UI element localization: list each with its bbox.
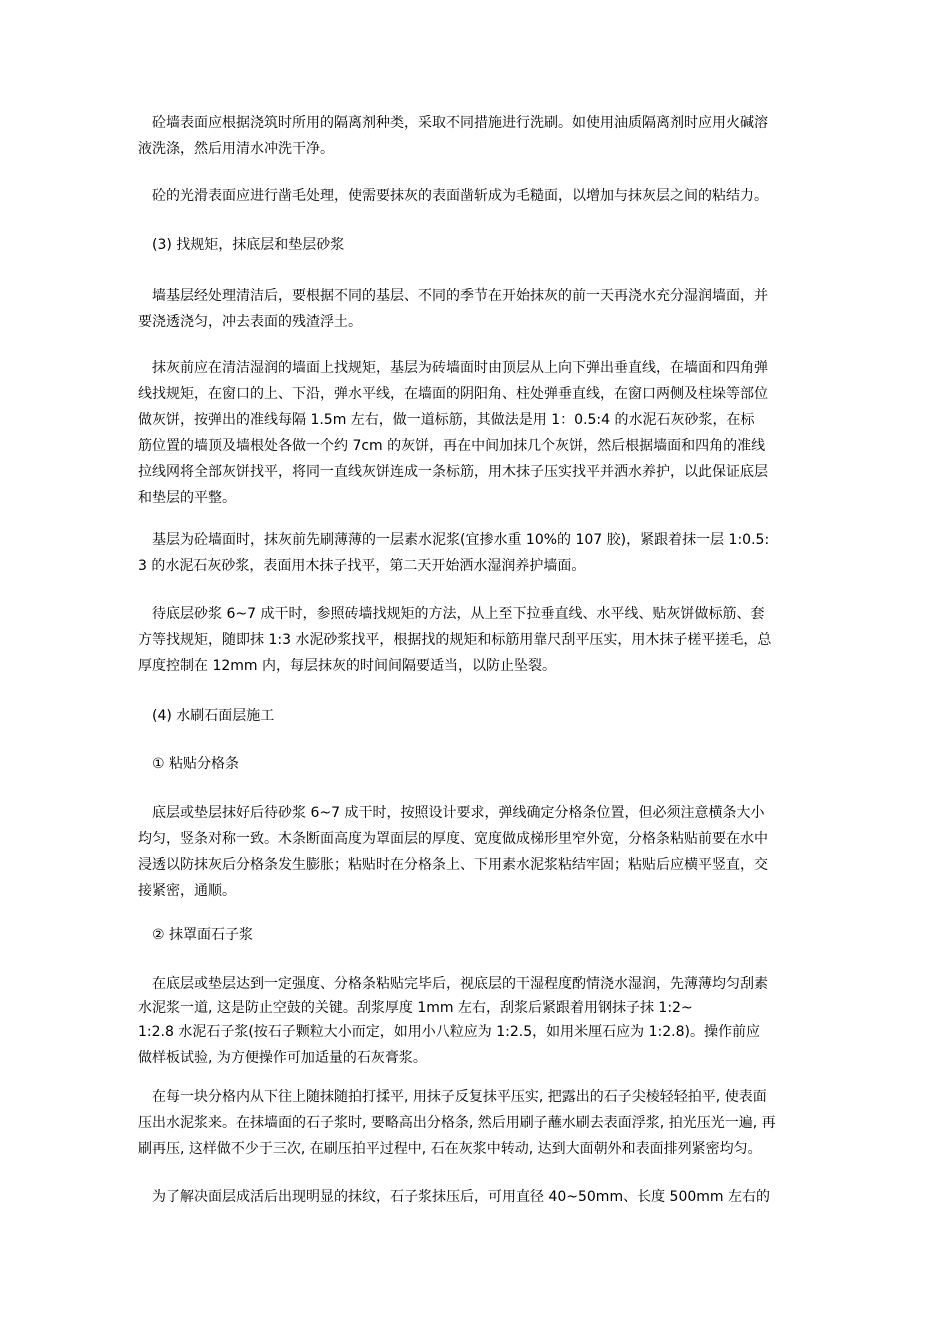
paragraph-trowel-marks [138, 1184, 813, 1210]
text-line: 厚度控制在 12mm 内，每层抹灰的时间间隔要适当，以防止坠裂。 [138, 658, 556, 674]
subsection-heading-2: ② 抹罩面石子浆 [152, 927, 254, 943]
text-line: 接紧密，通顺。 [138, 883, 236, 899]
text-line: 要浇透浇匀，冲去表面的残渣浮土。 [138, 314, 362, 330]
paragraph-concrete-base [138, 527, 813, 579]
text-line: 基层为砼墙面时，抹灰前先刷薄薄的一层素水泥浆(宜掺水重 10%的 107 胶)，紧跟着抹一层 1:0.5: [152, 532, 770, 548]
paragraph-pressing-process [138, 1084, 813, 1162]
text-line: 均匀，竖条对称一致。木条断面高度为罩面层的厚度、宽度做成梯形里窄外宽，分格条粘贴前要在水中 [138, 831, 768, 847]
paragraph-stone-slurry [138, 971, 813, 1071]
text-line: 拉线网将全部灰饼找平，将同一直线灰饼连成一条标筋，用木抹子压实找平并洒水养护，以此保证底层 [138, 464, 768, 480]
text-line: 压出水泥浆来。在抹墙面的石子浆时, 要略高出分格条, 然后用刷子蘸水刷去表面浮浆, 拍光压光一遍, 再 [138, 1115, 776, 1131]
text-line: 在底层或垫层达到一定强度、分格条粘贴完毕后，视底层的干湿程度酌情浇水湿润，先薄薄均匀刮素 [152, 976, 768, 992]
text-line: 做灰饼，按弹出的准线每隔 1.5m 左右，做一道标筋，其做法是用 1：0.5:4 的水泥石灰砂浆，在标 [138, 412, 755, 428]
paragraph-leveling-rules [138, 355, 813, 511]
paragraph-divider-strips [138, 800, 813, 904]
paragraph-wall-cleaning [138, 110, 813, 162]
text-line: 水泥浆一道, 这是防止空鼓的关键。刮浆厚度 1mm 左右，刮浆后紧跟着用钢抹子抹 1:2~ [138, 1000, 693, 1016]
paragraph-surface-roughening [138, 183, 813, 209]
text-line: 待底层砂浆 6~7 成干时，参照砖墙找规矩的方法，从上至下拉垂直线、水平线、贴灰饼做标筋、套 [152, 606, 765, 622]
text-line: 墙基层经处理清洁后，要根据不同的基层、不同的季节在开始抹灰的前一天再浇水充分湿润墙面，并 [152, 288, 768, 304]
text-line: 线找规矩，在窗口的上、下沿，弹水平线，在墙面的阴阳角、柱处弹垂直线，在窗口两侧及柱垛等部位 [138, 386, 768, 402]
text-line: 砼的光滑表面应进行凿毛处理，使需要抹灰的表面凿斩成为毛糙面，以增加与抹灰层之间的粘结力。 [152, 188, 768, 204]
section-heading-4: (4) 水刷石面层施工 [152, 708, 275, 724]
text-line: 为了解决面层成活后出现明显的抹纹，石子浆抹压后，可用直径 40~50mm、长度 500mm 左右的 [152, 1189, 770, 1205]
text-line: 1:2.8 水泥石子浆(按石子颗粒大小而定，如用小八粒应为 1:2.5，如用米厘石应为 1:2.8)。操作前应 [138, 1024, 760, 1040]
text-line: 在每一块分格内从下往上随抹随拍打揉平, 用抹子反复抹平压实, 把露出的石子尖棱轻轻拍平, 使表面 [152, 1089, 767, 1105]
text-line: 刷再压, 这样做不少于三次, 在刷压拍平过程中, 石在灰浆中转动, 达到大面朝外和表面排列紧密均匀。 [138, 1141, 762, 1157]
text-line: 筋位置的墙顶及墙根处各做一个约 7cm 的灰饼，再在中间加抹几个灰饼，然后根据墙面和四角的准线 [138, 438, 766, 454]
text-line: 和垫层的平整。 [138, 490, 236, 506]
text-line: 抹灰前应在清洁湿润的墙面上找规矩，基层为砖墙面时由顶层从上向下弹出垂直线，在墙面和四角弹 [152, 360, 768, 376]
text-line: 3 的水泥石灰砂浆，表面用木抹子找平，第二天开始洒水湿润养护墙面。 [138, 558, 586, 574]
subsection-heading-1: ① 粘贴分格条 [152, 756, 240, 772]
paragraph-wetting-wall [138, 283, 813, 335]
text-line: 方等找规矩，随即抹 1:3 水泥砂浆找平，根据找的规矩和标筋用靠尺刮平压实，用木抹子槎平搓毛，总 [138, 632, 772, 648]
text-line: 浸透以防抹灰后分格条发生膨胀；粘贴时在分格条上、下用素水泥浆粘结牢固；粘贴后应横平竖直，交 [138, 857, 768, 873]
text-line: 底层或垫层抹好后待砂浆 6~7 成干时，按照设计要求，弹线确定分格条位置，但必须注意横条大小 [152, 805, 765, 821]
text-line: 砼墙表面应根据浇筑时所用的隔离剂种类，采取不同措施进行洗刷。如使用油质隔离剂时应用火碱溶 [152, 115, 768, 131]
paragraph-base-mortar [138, 601, 813, 679]
section-heading-3: (3) 找规矩，抹底层和垫层砂浆 [152, 237, 345, 253]
text-line: 液洗涤，然后用清水冲洗干净。 [138, 141, 334, 157]
text-line: 做样板试验, 为方便操作可加适量的石灰膏浆。 [138, 1050, 427, 1066]
